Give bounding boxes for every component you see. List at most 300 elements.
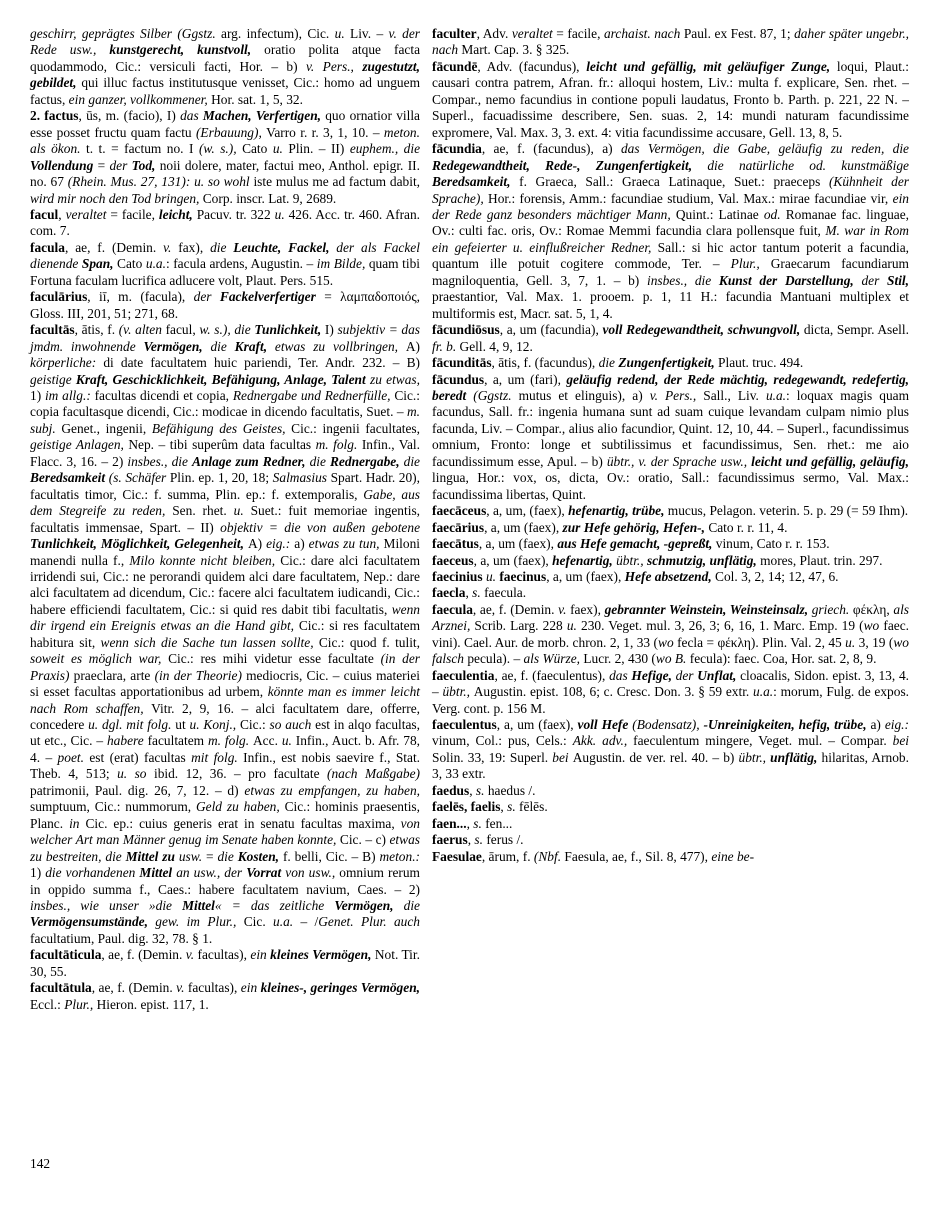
text-segment: Leuchte, Fackel, — [233, 239, 337, 255]
text-segment: Vermögensumstände, — [30, 914, 156, 930]
text-segment: loqui, Plaut.: causari contra patrem, Afran. fr.: alloqui hostem, Liv.: multa f. explicare, Sen. rhet. – Compar., nemo facundius in contione populi laudatus, Fronto b. Parth. p. 221, 22 N. – Superl., facuadissime describere, Sen. suas. 2, 14: mundi naturam facundissime expromere, Val. Max. 3, 3. ext. 4: vitia facundissime accusare, Gell. 13, 8, 5. — [432, 58, 909, 140]
text-segment: faecula. — [484, 585, 527, 601]
text-segment: Nep. – tibi superûm data facultas — [128, 437, 316, 453]
text-segment: (Kühnheit der Sprache), — [432, 174, 909, 206]
text-segment: vinum, Cato r. r. 153. — [715, 536, 830, 552]
text-segment: 1) — [30, 387, 45, 403]
column-right — [432, 26, 909, 1013]
text-segment: meton.: — [379, 848, 421, 864]
text-segment: facul — [30, 206, 59, 222]
text-segment: Pacuv. tr. 322 — [196, 206, 275, 222]
text-segment: der — [193, 289, 220, 305]
text-segment: faculter — [432, 26, 477, 41]
text-segment: meton. als ökon. — [30, 124, 420, 157]
text-segment: omnium rerum in oppido summa f., Caes.: habere facultatem navium, Caes. – 2) — [30, 865, 420, 897]
text-segment: Kraft, — [234, 338, 275, 354]
text-segment: insbes., die — [646, 272, 719, 288]
text-segment: dicta, Sempr. Asell. — [803, 322, 909, 338]
text-segment: Redegewandtheit, Rede-, Zungenfertigkeit, — [432, 157, 708, 173]
text-segment: facultatium, Paul. dig. 32, 78. § 1. — [30, 930, 213, 946]
text-segment: 426. Acc. tr. 460. Afran. com. 7. — [30, 206, 421, 239]
text-segment: Sall., Liv. — [703, 387, 766, 403]
text-segment: , — [58, 206, 66, 222]
dictionary-entry — [432, 799, 909, 815]
text-segment: Vitr. 2, 9, 16. – alci facultatem dare, offerre, concedere — [30, 700, 421, 733]
text-segment: veraltet — [65, 206, 111, 222]
dictionary-entry — [432, 322, 909, 355]
text-segment: wo falsch — [432, 634, 909, 667]
dictionary-entry — [432, 26, 909, 59]
text-segment: Hefige, — [631, 667, 676, 683]
text-segment: Cato r. r. 11, 4. — [708, 519, 788, 535]
text-segment: w. s.), die — [199, 322, 255, 338]
text-segment: Col. 3, 2, 14; 12, 47, 6. — [715, 568, 839, 584]
text-segment: zugestutzt, gebildet, — [30, 58, 420, 91]
dictionary-entry — [432, 520, 909, 536]
text-segment: u. — [281, 733, 296, 749]
text-segment: m. folg. — [208, 733, 254, 749]
text-segment: Cic. — [243, 914, 274, 930]
text-segment: als Arznei, — [432, 601, 910, 634]
text-segment: v. Pers., — [649, 387, 704, 403]
dictionary-entry — [432, 141, 909, 322]
text-segment: die — [210, 338, 235, 354]
text-segment: übtr., — [442, 684, 474, 700]
text-segment: etwas zu tun, — [308, 536, 384, 552]
text-segment: die — [403, 898, 420, 914]
text-segment: = — [97, 157, 110, 173]
text-segment: , ūs, m. (facio), I) — [78, 108, 181, 124]
text-segment: a) — [870, 717, 885, 733]
dictionary-entry — [432, 816, 909, 832]
text-segment: Augustin. de ver. rel. 40. – b) — [572, 749, 739, 765]
text-segment: Beredsamkeit — [30, 470, 109, 486]
text-segment: = λαμπαδοποιός, Gloss. III, 201, 51; 271, 68. — [30, 289, 421, 321]
text-segment: Graecarum facundiarum magniloquentia, Gell. 3, 7, 1. – b) — [432, 256, 909, 288]
text-segment: Kunst der Darstellung, — [718, 272, 862, 288]
text-segment: Mittel — [182, 898, 215, 914]
text-segment: , ae, f. (Demin. — [472, 601, 559, 617]
text-segment: facultatem — [147, 733, 208, 749]
text-segment: Sen. rhet. — [172, 503, 234, 519]
text-segment: 230. Veget. mul. 3, 26, 3; 6, 16, 1. Marc. Emp. 19 ( — [581, 618, 864, 634]
text-segment: Milo konnte nicht bleiben, — [129, 552, 281, 568]
text-segment: das — [609, 667, 632, 683]
text-segment: Solin. 33, 19: Superl. — [432, 749, 553, 765]
text-segment: im Bilde, — [316, 256, 369, 272]
text-segment: v. Pers., — [305, 58, 363, 74]
text-segment: die — [210, 239, 234, 255]
text-segment: Kraft, Geschicklichkeit, Befähigung, Anlage, Talent — [75, 371, 370, 387]
text-segment: Corp. inscr. Lat. 9, 2689. — [202, 190, 337, 206]
text-segment: , ārum, f. — [481, 848, 534, 864]
text-segment: Salmasius — [272, 470, 331, 486]
text-segment: ein — [240, 980, 261, 996]
text-segment: (v. alten — [118, 322, 166, 338]
text-segment: , a, um (faex), — [484, 519, 563, 535]
text-segment: s. — [475, 782, 488, 798]
text-segment: Anlage zum Redner, — [192, 453, 310, 469]
text-segment: fecla = φέκλη). Plin. Val. 2, 45 — [677, 634, 846, 650]
text-segment: Infin., est nobis saevire f., Stat. Theb. 4, 513; — [30, 749, 421, 782]
text-segment: Stil, — [887, 272, 910, 288]
text-segment: gebrannter Weinstein, Weinsteinsalz, — [604, 601, 812, 617]
text-segment: wenn dir irgend ein Ereignis etwas an die Hand gibt, — [30, 601, 420, 634]
text-segment: 2. factus — [30, 108, 79, 124]
dictionary-entry — [432, 355, 909, 371]
text-segment: di date facultatem huic pariendi, Ter. Andr. 232. – B) — [103, 355, 420, 371]
text-segment: Hor. sat. 1, 5, 32. — [211, 91, 303, 107]
text-segment: a) — [294, 536, 309, 552]
text-segment: , a, um (faex), — [478, 536, 558, 552]
text-segment: Tunlichkeit, — [254, 322, 325, 338]
text-segment: das Vermögen, die Gabe, geläufig zu reden, die — [620, 141, 909, 157]
text-segment: Cic.: dare alci facultatem irridendi sui, Cic.: ne perorandi quidem alci dare facultatem, Nep.: dare alci facultatem ad dicendum, Cic.: facere alci facultatem iudicandi, Cic.: habere efficiendi facultatem, Cic.: si quid res dabit tibi facultatis, — [30, 552, 420, 617]
text-segment: , ae, f. (Demin. — [91, 980, 177, 996]
text-segment: daher später ungebr., nach — [432, 26, 910, 58]
text-segment: mutus et elinguis), a) — [518, 387, 650, 403]
text-segment: eig.: — [884, 717, 909, 733]
text-segment: Hieron. epist. 117, 1. — [96, 996, 209, 1012]
text-segment: , — [465, 585, 473, 601]
text-segment: faecārius — [432, 519, 485, 535]
text-segment: , ae, f. (facundus), a) — [481, 141, 621, 157]
text-segment: Cic.: hominis praesentis, Planc. — [30, 799, 420, 831]
text-segment: faeculentum mingere, Veget. mul. – Compar. — [633, 733, 893, 749]
text-segment: m. subj. — [30, 404, 420, 436]
text-segment: quam tibi Fortuna faculam lucrifica adlucere volt, Plaut. Pers. 515. — [30, 256, 420, 288]
text-segment: schmutzig, unflätig, — [646, 552, 761, 568]
text-segment: qui illuc factus institutusque venisset, Cic.: homo ad unguem factus, — [30, 75, 420, 107]
dictionary-entry — [432, 503, 909, 519]
text-segment: M. war in Rom ein gefeierter u. einflußreicher Redner, — [432, 223, 909, 255]
text-segment: Infin., Val. Flacc. 3, 16. – 2) — [30, 437, 421, 469]
text-segment: vinum, Col.: pus, Cels.: — [432, 733, 573, 749]
text-segment: , a, um (faex), — [546, 568, 625, 584]
text-segment: s. — [474, 832, 487, 848]
text-segment: die — [309, 453, 330, 469]
text-segment: übtr., — [738, 749, 771, 765]
text-segment: Kosten, — [237, 848, 283, 864]
text-segment: : loquax magis quam facundus, Sall. fr.: ingenia humana sunt ad suam cuique levandam culpam nimio plus facunda, Liv. – Compar., alius alio facundior, Quint. 12, 10, 44. – Superl., facundissimus omnium, Fronto: longe et subtilissimus et facundissimus, Sen. rhet.: me aio facundissimum esse, Apul. – b) — [432, 387, 910, 469]
text-segment: etwas zu bestreiten, die — [30, 832, 420, 864]
text-segment: (s. Schäfer — [108, 470, 170, 486]
text-segment: 1) — [30, 865, 46, 881]
text-segment: Span, — [81, 256, 118, 272]
text-segment: geistige Anlagen, — [30, 437, 129, 453]
text-segment: voll Hefe — [577, 717, 633, 733]
text-segment: A) — [405, 338, 420, 354]
text-segment: Mittel — [139, 865, 177, 881]
text-segment: (Erbauung), — [195, 124, 267, 140]
text-segment: übtr., v. der Sprache usw., — [606, 453, 752, 469]
text-segment: habere — [106, 733, 148, 749]
text-segment: I) — [324, 322, 338, 338]
text-segment: , ae, f. (Demin. — [64, 239, 164, 255]
text-segment: voll Redegewandtheit, schwungvoll, — [602, 322, 804, 338]
text-segment: fēlēs. — [519, 799, 548, 815]
text-segment: Sall.: si hic actor tantum poterit a facundia, quantum ille potuit cogitere commode, Ter. – — [432, 239, 909, 272]
text-segment: Vollendung — [30, 157, 98, 173]
text-segment: faelēs, faelis — [432, 799, 501, 815]
text-segment: est in alqo facultas, ut etc., Cic. – — [30, 717, 420, 749]
text-segment: mit folg. — [191, 749, 244, 765]
text-segment: an usw., der — [176, 865, 247, 881]
text-segment: fācundē — [432, 58, 478, 74]
text-segment: Spart. Hadr. 20), facultatis timor, Cic.: f. summa, Plin. ep.: f. extemporalis, — [30, 470, 420, 502]
text-segment: ut — [175, 717, 190, 733]
text-segment: Plaut. truc. 494. — [718, 355, 804, 371]
text-segment: die natürliche od. kunstmäßige — [707, 157, 909, 173]
text-segment: facultas dicendi et copia, — [94, 387, 233, 403]
text-segment: faecinius — [432, 568, 486, 584]
text-segment: , — [469, 782, 476, 798]
dictionary-entry — [432, 59, 909, 141]
text-segment: faen... — [432, 815, 467, 831]
text-segment: lingua, Hor.: vox, os, dicta, Ov.: oratio, Sall.: facundissimus sermo, Val. Max.: facundissima libertas, Quint. — [432, 470, 909, 502]
text-segment: (in der Theorie) — [154, 667, 247, 683]
text-segment: (Ggstz. — [473, 387, 519, 403]
text-segment: soweit es möglich war, — [30, 651, 169, 667]
text-segment: facultās — [30, 322, 75, 338]
text-segment: ein — [250, 947, 271, 963]
text-segment: f. belli, Cic. – B) — [282, 848, 380, 864]
text-segment: mores, Plaut. trin. 297. — [760, 552, 883, 568]
text-segment: Geld zu haben, — [195, 799, 285, 815]
text-segment: u. — [233, 503, 251, 519]
text-segment: der — [675, 667, 698, 683]
text-segment: iste mulus me ad factum dabit, — [253, 174, 421, 190]
dictionary-entry — [30, 289, 420, 322]
text-segment: ibid. 12, 36. – pro facultate — [153, 766, 328, 782]
text-segment: die vorhandenen — [45, 865, 140, 881]
text-segment: Paul. ex Fest. 87, 1; — [683, 26, 795, 41]
text-segment: archaist. nach — [603, 26, 684, 41]
dictionary-entry — [432, 849, 909, 865]
text-segment: der — [861, 272, 888, 288]
text-segment: v. — [558, 601, 571, 617]
text-segment: Plur., — [730, 256, 771, 272]
text-segment: bei — [892, 733, 910, 749]
text-segment: u. — [485, 568, 500, 584]
text-segment: fācundia — [432, 141, 482, 157]
text-segment: faecinus — [499, 568, 547, 584]
text-segment: fen... — [485, 815, 513, 831]
text-segment: Genet. Plur. auch — [318, 914, 421, 930]
text-segment: – / — [300, 914, 319, 930]
text-segment: Cato — [242, 141, 273, 157]
text-segment: u. so — [117, 766, 154, 782]
dictionary-entry — [432, 783, 909, 799]
text-segment: Cic.: ingenii facultates, — [291, 420, 420, 436]
text-segment: Cic.: si res facultatem habitura sit, — [30, 618, 420, 650]
dictionary-entry — [432, 585, 909, 601]
text-segment: Hefe absetzend, — [624, 568, 716, 584]
text-segment: , Adv. (facundus), — [477, 58, 587, 74]
text-segment: Befähigung des Geistes, — [151, 420, 292, 436]
text-segment: als Würze, — [523, 651, 584, 667]
text-segment: : morum, Fulg. de expos. Verg. cont. p. 156 M. — [432, 684, 910, 716]
text-segment: faedus — [432, 782, 470, 798]
text-segment: aus Hefe gemacht, -gepreßt, — [557, 536, 716, 552]
dictionary-entry — [432, 536, 909, 552]
text-segment: Vorrat — [246, 865, 286, 881]
text-segment: 3, 19 ( — [858, 634, 894, 650]
text-segment: Plin. – II) — [288, 141, 350, 157]
text-segment: u. Konj., — [189, 717, 240, 733]
text-segment: , — [467, 832, 475, 848]
text-segment: Hor.: forensis, Amm.: facundiae studium, Val. Max.: mirae facundiae vir, — [488, 190, 893, 206]
text-segment: Cic. – c) — [339, 832, 390, 848]
text-segment: ein ganzer, vollkommener, — [68, 91, 212, 107]
text-segment: hilaritas, Arnob. 3, 33 extr. — [432, 749, 909, 782]
text-segment: mediocris, Cic. – cuius materiei si esset facultas apportationibus ad urbem, — [30, 667, 420, 700]
text-segment: Cato — [117, 256, 146, 272]
text-segment: , Adv. — [476, 26, 512, 41]
text-segment: leicht und gefällig, mit geläufiger Zunge, — [586, 58, 837, 74]
text-segment: im allg.: — [44, 387, 95, 403]
text-segment: u. — [272, 141, 289, 157]
text-segment: φέκλη, — [852, 601, 894, 617]
text-segment: faecātus — [432, 536, 479, 552]
text-segment: s. — [473, 815, 486, 831]
text-segment: Scrib. Larg. 228 — [474, 618, 567, 634]
text-segment: facul, — [165, 322, 200, 338]
text-segment: leicht, — [158, 206, 197, 222]
text-segment: zur Hefe gehörig, Hefen-, — [562, 519, 709, 535]
text-segment: faculārius — [30, 289, 88, 305]
text-segment: fācundus — [432, 371, 485, 387]
text-segment: Rednergabe und Rednerfülle, — [232, 387, 395, 403]
text-segment: , ātis, f. — [74, 322, 119, 338]
text-segment: facultātula — [30, 980, 92, 996]
text-segment: faecāceus — [432, 503, 487, 519]
text-segment: (Nbf. — [533, 848, 565, 864]
text-segment: fācunditās — [432, 355, 492, 371]
text-segment: -Unreinigkeiten, hefig, trübe, — [703, 717, 871, 733]
text-segment: (Bodensatz), — [632, 717, 704, 733]
text-segment: wo B. — [655, 651, 690, 667]
text-segment: = — [205, 848, 218, 864]
dictionary-entry — [30, 322, 420, 947]
text-segment: fecula): faec. Coa, Hor. sat. 2, 8, 9. — [689, 651, 877, 667]
text-segment: u.a. — [765, 387, 787, 403]
text-segment: hefenartig, — [552, 552, 617, 568]
text-segment: veraltet — [511, 26, 557, 41]
text-segment: v. der Rede usw., — [30, 26, 420, 58]
text-segment: , ātis, f. (facundus), — [491, 355, 599, 371]
text-segment: s. — [507, 799, 520, 815]
dictionary-entry — [30, 207, 420, 240]
text-segment: Unflat, — [697, 667, 741, 683]
text-segment: die — [217, 848, 238, 864]
text-segment: A) — [247, 536, 267, 552]
text-segment: u. dgl. mit folg. — [88, 717, 176, 733]
text-segment: Tod, — [131, 157, 160, 173]
text-segment: faeceus — [432, 552, 474, 568]
text-segment: usw. — [178, 848, 206, 864]
text-segment: fr. b. — [432, 338, 460, 354]
text-segment: insbes., wie unser »die — [30, 898, 183, 914]
text-segment: u. — [334, 26, 345, 41]
text-segment: cloacalis, Sidon. epist. 3, 13, 4. – — [432, 667, 909, 700]
dictionary-entry — [30, 947, 420, 980]
text-segment: eig.: — [266, 536, 295, 552]
text-segment: so auch — [269, 717, 316, 733]
text-segment: arg. infectum), Cic. — [221, 26, 335, 41]
text-segment: körperliche: — [30, 355, 104, 371]
text-segment: die — [403, 453, 420, 469]
text-segment: Zungenfertigkeit, — [618, 355, 719, 371]
column-left — [30, 26, 420, 1013]
text-segment: unflätig, — [770, 749, 822, 765]
dictionary-entry — [432, 668, 909, 717]
dictionary-entry — [432, 372, 909, 504]
text-segment: Miloni manendi nulla f., — [30, 536, 420, 568]
text-segment: Romanae fac. linguae, Ov.: culti fac. oris, Ov.: Romae Memmi facundia clara pollensque fuit, — [432, 206, 909, 239]
text-segment: faex), — [570, 601, 605, 617]
text-segment: noii dolere, mater, factui meo, Anthol. epigr. II. no. 67 — [30, 157, 420, 190]
text-segment: , iī, m. (facula), — [87, 289, 194, 305]
text-segment: griech. — [811, 601, 853, 617]
text-segment: u. — [274, 206, 289, 222]
text-segment: von welcher Art man Männer genug im Senate haben konnte, — [30, 815, 420, 848]
text-segment: fax), — [178, 239, 211, 255]
text-segment: (Rhein. Mus. 27, 131): u. so wohl — [67, 174, 254, 190]
text-segment: Plin. ep. 1, 20, 18; — [169, 470, 273, 486]
text-segment: , a, um (faex), — [473, 552, 553, 568]
text-segment: Cic. ep.: cuius generis erat in senatu facultas maxima, — [85, 815, 401, 831]
text-segment: fācundiōsus — [432, 322, 500, 338]
text-segment: m. folg. — [315, 437, 362, 453]
text-segment: u. — [566, 618, 581, 634]
text-segment: sumptuum, Cic.: nummorum, — [30, 799, 196, 815]
text-segment: , ae, f. (faeculentus), — [494, 667, 610, 683]
text-segment: Mart. Cap. 3. § 325. — [461, 42, 570, 58]
text-segment: eine be- — [711, 848, 755, 864]
text-segment: Gell. 4, 9, 12. — [459, 338, 533, 354]
text-segment: Cic.: quod f. tulit, — [318, 634, 420, 650]
text-segment: , a, um (facundia), — [499, 322, 603, 338]
text-segment: praestantior, Val. Max. 1. prooem. p. 1, 11 H.: facundia Mantuani multiplex et multiformis est, Macr. sat. 5, 1, 4. — [432, 289, 909, 321]
text-segment: , a, um (faex), — [496, 717, 578, 733]
text-segment: wird mir noch den Tod bringen, — [30, 190, 203, 206]
text-segment: « = das zeitliche — [214, 898, 335, 914]
text-segment: facultas), — [187, 980, 241, 996]
page-number: 142 — [30, 1156, 51, 1171]
text-segment: Machen, Verfertigen, — [202, 108, 326, 124]
text-segment: wo — [863, 618, 884, 634]
text-segment: geistige — [30, 371, 76, 387]
text-segment: = facile, — [110, 206, 159, 222]
text-segment: faecla — [432, 585, 466, 601]
text-segment: Eccl.: — [30, 996, 65, 1012]
text-segment: , — [500, 799, 508, 815]
text-segment: Fackelverfertiger — [219, 289, 325, 305]
text-segment: geläufig redend, der Rede mächtig, redegewandt, redefertig, beredt — [432, 371, 909, 403]
text-segment: poet. — [57, 749, 90, 765]
text-segment: faecula — [432, 601, 473, 617]
dictionary-entry — [432, 553, 909, 569]
text-segment: u. — [845, 634, 859, 650]
text-segment: die — [598, 355, 619, 371]
text-segment: gew. im Plur., — [155, 914, 244, 930]
text-segment: (nach Maßgabe) — [327, 766, 420, 782]
text-segment: Genet., ingenii, — [61, 420, 152, 436]
text-segment: haedus /. — [487, 782, 536, 798]
text-segment: Suet.: fuit memoriae ingentis, facultatis immensae, Spart. – II) — [30, 503, 420, 535]
text-segment: t. t. = factum no. I — [85, 141, 199, 157]
